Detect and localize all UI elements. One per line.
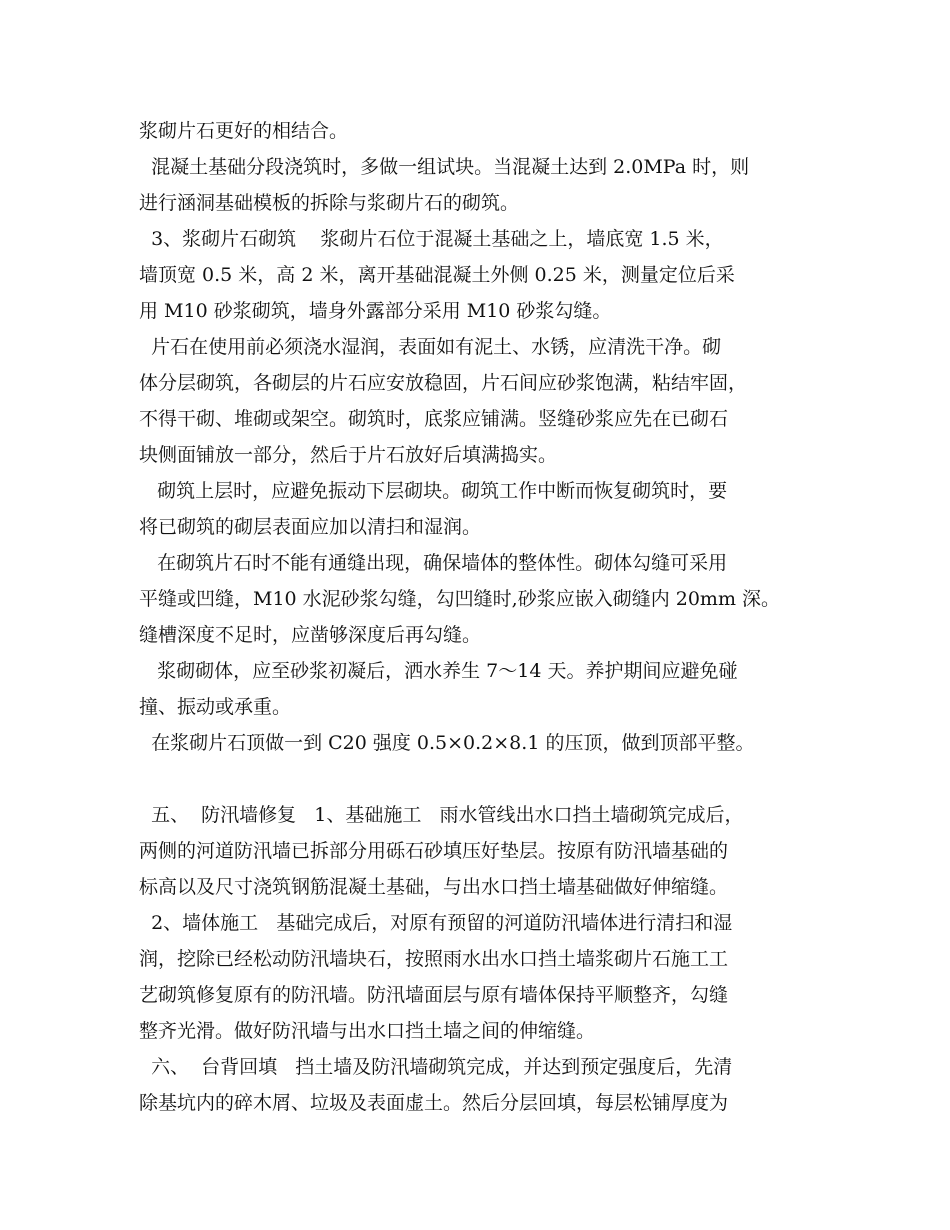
document-body	[139, 113, 839, 1121]
text-line: 浆砌砌体，应至砂浆初凝后，洒水养生 7～14 天。养护期间应避免碰	[139, 660, 738, 682]
section-heading-line: 五、 防汛墙修复 1、基础施工 雨水管线出水口挡土墙砌筑完成后，	[139, 804, 744, 826]
text-line: 在砌筑片石时不能有通缝出现，确保墙体的整体性。砌体勾缝可采用	[139, 552, 728, 574]
text-line: 除基坑内的碎木屑、垃圾及表面虚土。然后分层回填，每层松铺厚度为	[139, 1092, 729, 1114]
text-line: 艺砌筑修复原有的防汛墙。防汛墙面层与原有墙体保持平顺整齐，勾缝	[139, 984, 729, 1006]
text-line: 整齐光滑。做好防汛墙与出水口挡土墙之间的伸缩缝。	[139, 1020, 596, 1042]
text-line: 在浆砌片石顶做一到 C20 强度 0.5×0.2×8.1 的压顶，做到顶部平整。	[139, 732, 755, 754]
text-line: 用 M10 砂浆砌筑，墙身外露部分采用 M10 砂浆勾缝。	[139, 300, 612, 322]
text-line: 浆砌片石更好的相结合。	[139, 120, 349, 142]
text-line: 2、墙体施工 基础完成后，对原有预留的河道防汛墙体进行清扫和湿	[139, 912, 733, 934]
text-line: 润，挖除已经松动防汛墙块石，按照雨水出水口挡土墙浆砌片石施工工	[139, 948, 729, 970]
section-heading-line: 六、 台背回填 挡土墙及防汛墙砌筑完成，并达到预定强度后，先清	[139, 1056, 733, 1078]
blank-line	[139, 761, 839, 797]
text-line: 撞、振动或承重。	[139, 696, 292, 718]
text-line: 两侧的河道防汛墙已拆部分用砾石砂填压好垫层。按原有防汛墙基础的	[139, 840, 729, 862]
text-line: 进行涵洞基础模板的拆除与浆砌片石的砌筑。	[139, 192, 520, 214]
text-line: 3、浆砌片石砌筑 浆砌片石位于混凝土基础之上，墙底宽 1.5 米，	[139, 228, 724, 250]
text-line: 不得干砌、堆砌或架空。砌筑时，底浆应铺满。竖缝砂浆应先在已砌石	[139, 408, 729, 430]
text-line: 片石在使用前必须浇水湿润，表面如有泥土、水锈，应清洗干净。砌	[139, 336, 722, 358]
text-line: 砌筑上层时，应避免振动下层砌块。砌筑工作中断而恢复砌筑时，要	[139, 480, 728, 502]
text-line: 墙顶宽 0.5 米，高 2 米，离开基础混凝土外侧 0.25 米，测量定位后采	[139, 264, 735, 286]
text-line: 标高以及尺寸浇筑钢筋混凝土基础，与出水口挡土墙基础做好伸缩缝。	[139, 876, 729, 898]
text-line: 平缝或凹缝，M10 水泥砂浆勾缝，勾凹缝时,砂浆应嵌入砌缝内 20mm 深。	[139, 588, 781, 610]
text-line: 体分层砌筑，各砌层的片石应安放稳固，片石间应砂浆饱满，粘结牢固，	[139, 372, 748, 394]
text-line: 混凝土基础分段浇筑时，多做一组试块。当混凝土达到 2.0MPa 时，则	[139, 156, 750, 178]
text-line: 将已砌筑的砌层表面应加以清扫和湿润。	[139, 516, 482, 538]
text-line: 块侧面铺放一部分，然后于片石放好后填满捣实。	[139, 444, 558, 466]
text-line: 缝槽深度不足时，应凿够深度后再勾缝。	[139, 624, 482, 646]
